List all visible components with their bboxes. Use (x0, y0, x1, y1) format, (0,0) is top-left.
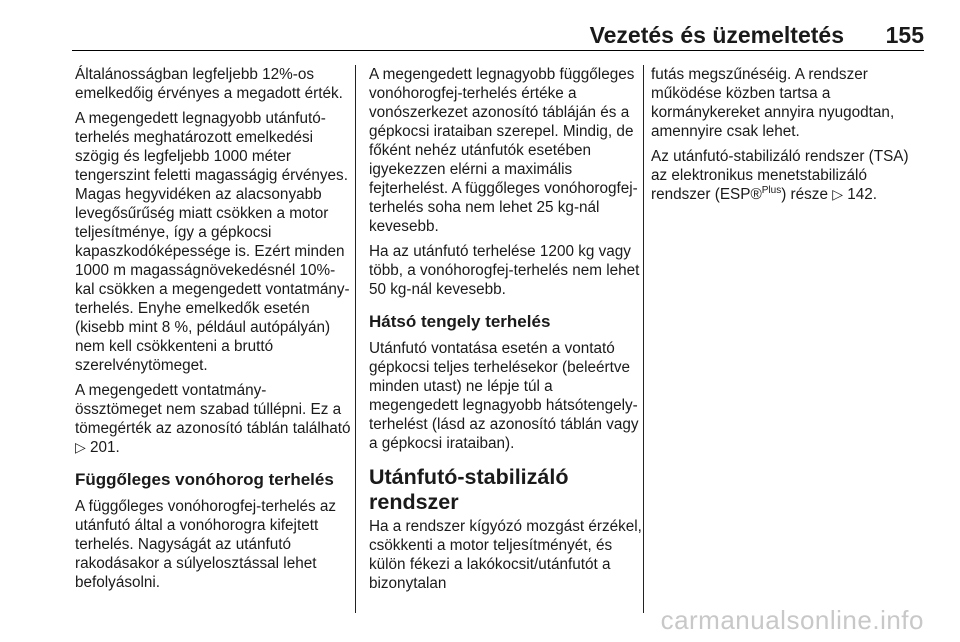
watermark: carmanualsonline.info (660, 605, 924, 635)
paragraph-text: Az utánfutó-stabilizáló rendszer (TSA) az elektronikus menetstabilizáló rendszer (ESP® (651, 148, 909, 203)
paragraph: Általánosságban legfeljebb 12%-os emelkedőig érvényes a megadott érték. (75, 66, 343, 102)
column-2 (369, 65, 645, 599)
paragraph (651, 147, 927, 204)
page-reference[interactable]: 142. (847, 186, 878, 203)
page-reference-icon: ▷ (832, 186, 843, 202)
superscript: Plus (761, 184, 782, 196)
paragraph (75, 381, 351, 457)
paragraph: Ha a rendszer kígyózó mozgást érzékel, csökkenti a motor teljesítményét, és külön fékezi a lakókocsit/utánfutót a bizonytalan (369, 518, 642, 592)
paragraph: Utánfutó vontatása esetén a vontató gépkocsi teljes terhelésekor (beleértve minden utast) ne lépje túl a megengedett legnagyobb hátsótengely-terhelést (lásd az azonosító táblán vagy a gépkocsi irataiban). (369, 340, 639, 452)
section-title: Vezetés és üzemeltetés (589, 22, 844, 48)
page-reference-icon: ▷ (75, 439, 86, 455)
paragraph: futás megszűnéséig. A rendszer működése közben tartsa a kormánykereket annyira nyugodtan, amennyire csak lehet. (651, 66, 895, 140)
section-heading: Függőleges vonóhorog terhelés (75, 470, 334, 489)
page-reference[interactable]: 201. (90, 439, 120, 456)
column-3 (651, 65, 927, 210)
chapter-heading (369, 465, 645, 515)
paragraph: Ha az utánfutó terhelése 1200 kg vagy több, a vonóhorogfej-terhelés nem lehet 50 kg-nál kevesebb. (369, 243, 640, 298)
page-number: 155 (885, 22, 924, 48)
chapter-heading-line: Utánfutó-stabilizáló (369, 465, 569, 489)
column-divider (355, 65, 356, 613)
paragraph-text: ) része (781, 186, 828, 203)
section-heading: Hátsó tengely terhelés (369, 312, 551, 331)
header-rule (72, 50, 924, 51)
paragraph: A függőleges vonóhorogfej-terhelés az utánfutó által a vonóhorogra kifejtett terhelés. Nagyságát az utánfutó rakodásakor a súlyelosztással lehet befolyásolni. (75, 498, 337, 591)
paragraph-text: A megengedett vontatmány-össztömeget nem szabad túllépni. Ez a tömegérték az azonosító táblán található (75, 382, 351, 437)
column-1 (75, 65, 351, 598)
paragraph: A megengedett legnagyobb utánfutó-terhelés meghatározott emelkedési szögig és legfeljebb 1000 méter tengerszint feletti magasságig érvényes. Magas hegyvidéken az alacsonyabb levegősűrűség miatt csökken a motor teljesítménye, így a gépkocsi kapaszkodóképessége is. Ezért minden 1000 m magasságnövekedésnél 10%-kal csökken a megengedett vontatmány-terhelés. Enyhe emelkedők esetén (kisebb mint 8 %, például autópályán) nem kell csökkenteni a bruttó szerelvénytömeget. (75, 110, 350, 374)
page-header (72, 22, 924, 52)
chapter-heading-line: rendszer (369, 490, 459, 514)
paragraph: A megengedett legnagyobb függőleges vonóhorogfej-terhelés értéke a vonószerkezet azonosító tábláján és a gépkocsi irataiban szerepel. Mindig, de főként nehéz utánfutók esetében igyekezzen elérni a maximális fejterhelést. A függőleges vonóhorogfej-terhelés soha nem lehet 25 kg-nál kevesebb. (369, 66, 638, 235)
